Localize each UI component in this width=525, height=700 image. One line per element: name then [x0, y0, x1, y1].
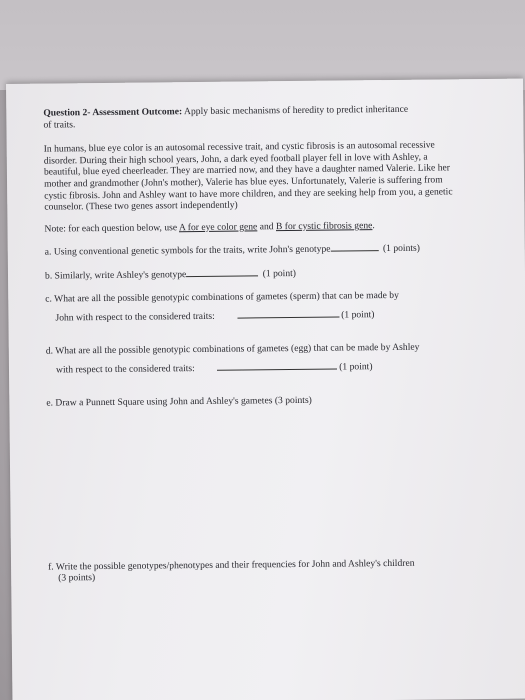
question-b-text: b. Similarly, write Ashley's genotype	[44, 269, 187, 282]
question-b	[45, 265, 465, 282]
question-d	[46, 341, 466, 357]
question-c-second-line	[45, 307, 465, 324]
worksheet-paper	[6, 79, 525, 700]
question-c	[45, 289, 465, 305]
question-label: Question 2- Assessment Outcome:	[43, 106, 183, 119]
answer-blank-b[interactable]	[186, 267, 258, 277]
question-b-points: (1 point)	[262, 267, 297, 280]
answer-blank-a[interactable]	[330, 242, 378, 252]
note-gene-a: A for eye color gene	[178, 221, 258, 233]
question-f-line2: (3 points)	[58, 572, 96, 584]
note-gene-b: B for cystic fibrosis gene	[275, 219, 373, 232]
question-a-text: a. Using conventional genetic symbols for the traits, write John's genotype	[44, 243, 331, 258]
question-heading	[43, 103, 463, 131]
question-d-line2: with respect to the considered traits:	[55, 363, 195, 376]
scenario-paragraph: In humans, blue eye color is an autosomal recessive trait, and cystic fibrosis is an autosomal recessive disorder. During their high school years, John, a dark eyed football player fell in love with Ashley, a beautiful, blue eyed cheerleader. They are married now, and they have a daughter named Valerie. Like her mother and grandmother (John's mother), Valerie has blue eyes. Unfortunately, Valerie is suffering from cystic fibrosis. John and Ashley want to have more children, and they are seeking help from you, a genetic counselor. (These two genes assort independently)	[43, 139, 453, 213]
question-c-line1: c. What are all the possible genotypic combinations of gametes (sperm) that can be made by	[45, 289, 399, 305]
answer-blank-d[interactable]	[217, 361, 337, 371]
answer-blank-c[interactable]	[237, 309, 339, 319]
note-line	[44, 219, 464, 235]
question-a	[45, 242, 465, 259]
question-e-text: e. Draw a Punnett Square using John and Ashley's gametes (3 points)	[46, 394, 312, 409]
question-d-points: (1 point)	[339, 361, 373, 373]
note-prefix: Note: for each question below, use	[44, 221, 180, 235]
question-e	[46, 393, 466, 409]
question-d-second-line	[46, 360, 466, 377]
question-c-line2: John with respect to the considered traits:	[55, 310, 215, 324]
outcome-text: Apply basic mechanisms of heredity to predict inheritance	[183, 103, 409, 118]
question-f-line1: f. Write the possible genotypes/phenotypes and their frequencies for John and Ashley's children	[47, 557, 415, 573]
background-surface	[0, 0, 525, 90]
worksheet-content	[43, 103, 468, 584]
note-and: and	[257, 220, 277, 233]
question-a-points: (1 points)	[382, 243, 421, 255]
question-d-line1: d. What are all the possible genotypic combinations of gametes (egg) that can be made by Ashley	[45, 341, 420, 357]
note-suffix: .	[372, 219, 375, 231]
outcome-text-cont: of traits.	[43, 118, 76, 131]
question-c-points: (1 point)	[341, 309, 375, 321]
